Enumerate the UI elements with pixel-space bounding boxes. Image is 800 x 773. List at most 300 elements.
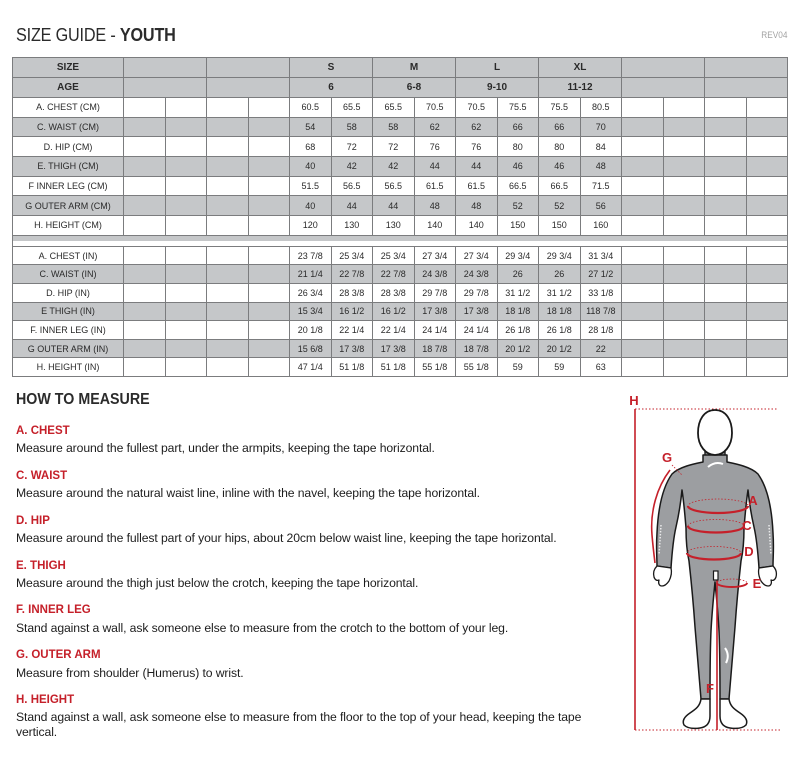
size-table-cell xyxy=(165,176,207,196)
size-table-cell: 48 xyxy=(414,196,456,216)
size-table-cell: 46 xyxy=(539,157,581,177)
size-table-cell: 130 xyxy=(373,216,415,236)
size-table-cell: 29 3/4 xyxy=(539,246,581,265)
size-table-cell: 160 xyxy=(580,216,622,236)
row-label-cell: C. WAIST (IN) xyxy=(13,265,124,284)
size-table-cell xyxy=(663,196,705,216)
size-table-cell: 61.5 xyxy=(414,176,456,196)
size-table-cell: 28 1/8 xyxy=(580,321,622,340)
size-table-cell xyxy=(622,339,664,358)
row-label-cell: SIZE xyxy=(13,58,124,78)
size-table-cell xyxy=(248,137,290,157)
size-table-cell xyxy=(705,157,747,177)
size-table-header-cell xyxy=(207,78,290,98)
size-table-cell xyxy=(622,302,664,321)
size-table-cell xyxy=(746,196,788,216)
size-table-cell: 66 xyxy=(497,117,539,137)
size-table-cell: 65.5 xyxy=(373,98,415,118)
size-table-cell: 70 xyxy=(580,117,622,137)
size-table-cell xyxy=(248,117,290,137)
size-table-cell xyxy=(663,216,705,236)
size-table-cell xyxy=(746,216,788,236)
size-table-cell xyxy=(248,339,290,358)
size-table-cell xyxy=(165,216,207,236)
size-table-cell xyxy=(622,358,664,377)
size-table-cell: 26 3/4 xyxy=(290,284,332,303)
size-table-cell xyxy=(124,98,166,118)
size-table-cell: 26 1/8 xyxy=(497,321,539,340)
table-row xyxy=(13,176,788,196)
size-table-cell xyxy=(622,284,664,303)
measure-section-title: A. CHEST xyxy=(16,425,70,437)
size-table-cell: 120 xyxy=(290,216,332,236)
size-table-cell xyxy=(165,117,207,137)
size-table-header-cell: 11-12 xyxy=(539,78,622,98)
size-table-cell xyxy=(705,98,747,118)
size-table-cell: 130 xyxy=(331,216,373,236)
size-table-cell: 33 1/8 xyxy=(580,284,622,303)
size-table-cell: 31 1/2 xyxy=(497,284,539,303)
size-table-cell xyxy=(124,302,166,321)
revision-label: REV04 xyxy=(761,30,788,40)
size-table-cell xyxy=(207,321,249,340)
size-table-cell: 44 xyxy=(456,157,498,177)
how-to-measure-heading: HOW TO MEASURE xyxy=(16,391,150,408)
size-table-cell: 17 3/8 xyxy=(373,339,415,358)
size-table-cell: 25 3/4 xyxy=(331,246,373,265)
measure-section-title: C. WAIST xyxy=(16,469,68,482)
size-table-cell xyxy=(705,358,747,377)
size-table-cell: 24 3/8 xyxy=(414,265,456,284)
row-label-cell: G OUTER ARM (CM) xyxy=(13,196,124,216)
size-table-cell xyxy=(622,196,664,216)
size-table-cell xyxy=(622,246,664,265)
size-table-cell xyxy=(207,176,249,196)
table-row xyxy=(13,302,788,321)
size-table-cell xyxy=(124,176,166,196)
measure-section-title: G. OUTER ARM xyxy=(16,649,101,662)
size-table-cell xyxy=(165,302,207,321)
table-row xyxy=(13,157,788,177)
size-table-cell: 61.5 xyxy=(456,176,498,196)
size-table-cell: 28 3/8 xyxy=(331,284,373,303)
page-title xyxy=(16,25,176,46)
size-table-header-cell xyxy=(207,58,290,78)
size-table-cell: 58 xyxy=(373,117,415,137)
size-table-cell xyxy=(124,157,166,177)
size-table-cell: 80 xyxy=(539,137,581,157)
size-table-cell: 26 xyxy=(497,265,539,284)
size-table-cell xyxy=(746,157,788,177)
size-table-cell: 27 1/2 xyxy=(580,265,622,284)
size-table-cell xyxy=(207,196,249,216)
size-table-cell: 75.5 xyxy=(497,98,539,118)
size-table-header-cell: 6 xyxy=(290,78,373,98)
measure-section-waist xyxy=(16,470,616,501)
size-table-cell: 27 3/4 xyxy=(414,246,456,265)
size-table-cell: 56.5 xyxy=(331,176,373,196)
size-table-cell: 62 xyxy=(456,117,498,137)
measure-section-chest xyxy=(16,425,616,456)
table-row xyxy=(13,265,788,284)
measure-section-title: H. HEIGHT xyxy=(16,694,75,707)
size-table-cell: 63 xyxy=(580,358,622,377)
size-table-cell: 22 xyxy=(580,339,622,358)
size-table-cell: 44 xyxy=(414,157,456,177)
size-table-cell xyxy=(248,216,290,236)
size-table-cell xyxy=(663,137,705,157)
size-table-cell xyxy=(622,117,664,137)
size-table-cell: 24 3/8 xyxy=(456,265,498,284)
size-table-cell xyxy=(165,284,207,303)
row-label-cell: F. INNER LEG (IN) xyxy=(13,321,124,340)
figure-left-hand xyxy=(654,566,672,586)
size-table-cell xyxy=(746,176,788,196)
size-table-cell: 18 7/8 xyxy=(456,339,498,358)
size-table-cell xyxy=(165,265,207,284)
size-table-cell: 16 1/2 xyxy=(331,302,373,321)
size-table-cell: 44 xyxy=(373,196,415,216)
page-title-category: YOUTH xyxy=(119,25,176,45)
size-table-cell xyxy=(663,284,705,303)
size-table-cell: 23 7/8 xyxy=(290,246,332,265)
size-table-cell xyxy=(746,117,788,137)
size-table-cell: 150 xyxy=(539,216,581,236)
size-table-cell: 20 1/8 xyxy=(290,321,332,340)
table-row xyxy=(13,358,788,377)
size-table-cell xyxy=(165,98,207,118)
how-to-measure-section xyxy=(16,391,616,754)
table-row xyxy=(13,117,788,137)
size-table-cell xyxy=(165,321,207,340)
size-table-cell xyxy=(622,137,664,157)
row-label-cell: C. WAIST (CM) xyxy=(13,117,124,137)
size-table-cell xyxy=(207,265,249,284)
size-table-cell: 28 3/8 xyxy=(373,284,415,303)
label-c: C xyxy=(742,518,752,533)
size-table-cell xyxy=(124,265,166,284)
size-table-header-cell xyxy=(705,58,788,78)
size-table-cell: 51.5 xyxy=(290,176,332,196)
size-table-cell xyxy=(622,265,664,284)
table-row xyxy=(13,284,788,303)
table-row xyxy=(13,58,788,78)
row-label-cell: A. CHEST (IN) xyxy=(13,246,124,265)
size-table-cell xyxy=(663,358,705,377)
measure-section-text: Measure around the thigh just below the crotch, keeping the tape horizontal. xyxy=(16,575,419,590)
size-table-cell: 66.5 xyxy=(539,176,581,196)
size-table-cell: 21 1/4 xyxy=(290,265,332,284)
measure-section-thigh xyxy=(16,560,616,591)
size-table-container xyxy=(12,57,788,377)
size-table-cell: 48 xyxy=(456,196,498,216)
table-row xyxy=(13,246,788,265)
label-d: D xyxy=(744,544,754,559)
size-table-cell: 44 xyxy=(331,196,373,216)
size-table-cell xyxy=(705,117,747,137)
label-g: G xyxy=(661,450,673,465)
size-table-cell: 17 3/8 xyxy=(456,302,498,321)
size-table-cell: 26 xyxy=(539,265,581,284)
size-table-cell xyxy=(248,98,290,118)
size-table-cell: 56.5 xyxy=(373,176,415,196)
size-table-cell xyxy=(207,117,249,137)
size-table-cell xyxy=(746,321,788,340)
row-label-cell: E THIGH (IN) xyxy=(13,302,124,321)
size-table-cell xyxy=(746,98,788,118)
size-table-cell: 17 3/8 xyxy=(331,339,373,358)
table-row xyxy=(13,196,788,216)
size-table-cell xyxy=(663,246,705,265)
size-table-cell: 26 1/8 xyxy=(539,321,581,340)
size-table-cell xyxy=(124,246,166,265)
size-table-cell: 55 1/8 xyxy=(414,358,456,377)
size-table-cell: 59 xyxy=(539,358,581,377)
size-table-cell xyxy=(124,137,166,157)
size-table-cell: 40 xyxy=(290,196,332,216)
figure-left-foot xyxy=(683,699,710,728)
row-label-cell: H. HEIGHT (IN) xyxy=(13,358,124,377)
size-table xyxy=(12,57,788,377)
size-table-cell: 29 7/8 xyxy=(456,284,498,303)
size-table-cell: 22 7/8 xyxy=(373,265,415,284)
size-table-cell: 22 7/8 xyxy=(331,265,373,284)
size-table-cell: 75.5 xyxy=(539,98,581,118)
size-table-cell xyxy=(705,137,747,157)
size-table-cell: 65.5 xyxy=(331,98,373,118)
figure-illustration xyxy=(615,393,800,765)
size-table-cell xyxy=(663,339,705,358)
size-table-cell xyxy=(746,358,788,377)
size-table-header-cell: 6-8 xyxy=(373,78,456,98)
size-table-cell: 47 1/4 xyxy=(290,358,332,377)
size-table-cell xyxy=(248,302,290,321)
size-table-cell xyxy=(207,284,249,303)
label-h: H xyxy=(629,393,639,408)
size-table-body xyxy=(13,58,788,377)
size-table-cell xyxy=(746,137,788,157)
size-table-cell xyxy=(746,284,788,303)
size-table-cell: 60.5 xyxy=(290,98,332,118)
size-table-cell: 58 xyxy=(331,117,373,137)
size-table-header-cell xyxy=(705,78,788,98)
size-table-cell: 15 3/4 xyxy=(290,302,332,321)
size-table-cell: 76 xyxy=(456,137,498,157)
size-table-cell: 22 1/4 xyxy=(373,321,415,340)
size-table-cell: 56 xyxy=(580,196,622,216)
size-table-cell: 20 1/2 xyxy=(497,339,539,358)
size-table-cell xyxy=(124,339,166,358)
size-table-cell xyxy=(663,321,705,340)
size-table-cell xyxy=(705,265,747,284)
size-table-cell: 76 xyxy=(414,137,456,157)
size-table-cell: 51 1/8 xyxy=(373,358,415,377)
size-table-cell xyxy=(705,339,747,358)
table-row xyxy=(13,321,788,340)
size-table-cell: 25 3/4 xyxy=(373,246,415,265)
size-table-cell xyxy=(165,246,207,265)
row-label-cell: F INNER LEG (CM) xyxy=(13,176,124,196)
size-table-header-cell xyxy=(622,58,705,78)
size-table-cell: 118 7/8 xyxy=(580,302,622,321)
measure-section-title: D. HIP xyxy=(16,514,50,527)
size-table-cell xyxy=(207,339,249,358)
label-e: E xyxy=(752,576,762,591)
size-table-cell xyxy=(663,98,705,118)
size-table-cell: 22 1/4 xyxy=(331,321,373,340)
size-table-cell: 24 1/4 xyxy=(456,321,498,340)
measure-section-outer-arm xyxy=(16,649,616,680)
size-table-cell xyxy=(663,265,705,284)
measure-section-title: F. INNER LEG xyxy=(16,604,91,617)
size-table-cell xyxy=(248,321,290,340)
size-table-cell xyxy=(124,358,166,377)
table-row xyxy=(13,216,788,236)
size-table-cell xyxy=(207,157,249,177)
size-table-cell xyxy=(705,176,747,196)
size-table-cell xyxy=(124,321,166,340)
crotch-marker xyxy=(714,571,719,580)
size-table-cell xyxy=(746,302,788,321)
size-table-cell: 29 7/8 xyxy=(414,284,456,303)
size-table-cell xyxy=(663,157,705,177)
size-table-cell xyxy=(663,176,705,196)
size-table-cell: 72 xyxy=(331,137,373,157)
row-label-cell: D. HIP (CM) xyxy=(13,137,124,157)
size-table-cell: 52 xyxy=(539,196,581,216)
size-table-cell xyxy=(663,117,705,137)
table-row xyxy=(13,137,788,157)
size-table-cell: 71.5 xyxy=(580,176,622,196)
size-table-cell: 29 3/4 xyxy=(497,246,539,265)
size-table-cell xyxy=(746,339,788,358)
size-table-cell: 15 6/8 xyxy=(290,339,332,358)
size-table-cell xyxy=(705,284,747,303)
size-table-cell xyxy=(622,98,664,118)
size-table-cell: 18 1/8 xyxy=(497,302,539,321)
size-table-cell: 59 xyxy=(497,358,539,377)
size-table-cell xyxy=(165,157,207,177)
size-table-cell xyxy=(705,246,747,265)
size-table-cell: 72 xyxy=(373,137,415,157)
size-table-cell: 40 xyxy=(290,157,332,177)
size-table-cell xyxy=(705,216,747,236)
size-table-cell xyxy=(207,302,249,321)
measure-section-text: Measure around the fullest part, under the armpits, keeping the tape horizontal. xyxy=(16,441,435,456)
size-table-cell xyxy=(124,216,166,236)
measure-section-height xyxy=(16,694,616,740)
size-table-cell: 24 1/4 xyxy=(414,321,456,340)
size-table-cell: 70.5 xyxy=(414,98,456,118)
row-label-cell: A. CHEST (CM) xyxy=(13,98,124,118)
size-table-cell xyxy=(207,98,249,118)
size-table-cell: 46 xyxy=(497,157,539,177)
size-table-cell xyxy=(663,302,705,321)
size-table-cell: 68 xyxy=(290,137,332,157)
label-f: F xyxy=(706,681,714,696)
measure-section-title: E. THIGH xyxy=(16,559,66,572)
row-label-cell: G OUTER ARM (IN) xyxy=(13,339,124,358)
size-table-header-cell: S xyxy=(290,58,373,78)
row-label-cell: AGE xyxy=(13,78,124,98)
size-table-cell xyxy=(622,216,664,236)
size-table-header-cell xyxy=(124,78,207,98)
size-table-cell xyxy=(207,358,249,377)
size-table-cell xyxy=(705,321,747,340)
size-table-cell xyxy=(622,321,664,340)
size-table-cell xyxy=(248,284,290,303)
size-table-cell xyxy=(165,358,207,377)
row-label-cell: E. THIGH (CM) xyxy=(13,157,124,177)
size-table-header-cell: M xyxy=(373,58,456,78)
size-table-cell: 55 1/8 xyxy=(456,358,498,377)
size-table-cell: 48 xyxy=(580,157,622,177)
table-row xyxy=(13,339,788,358)
row-label-cell: H. HEIGHT (CM) xyxy=(13,216,124,236)
measure-section-text: Stand against a wall, ask someone else to measure from the floor to the top of your head, keeping the tape vertical. xyxy=(16,710,582,740)
size-table-cell xyxy=(207,216,249,236)
size-table-cell: 54 xyxy=(290,117,332,137)
size-table-cell xyxy=(746,265,788,284)
measure-section-text: Measure from shoulder (Humerus) to wrist. xyxy=(16,665,244,680)
size-table-cell: 31 3/4 xyxy=(580,246,622,265)
size-table-cell: 70.5 xyxy=(456,98,498,118)
size-table-cell xyxy=(165,196,207,216)
size-table-cell xyxy=(248,157,290,177)
figure-right-foot xyxy=(720,699,747,728)
size-table-header-cell: 9-10 xyxy=(456,78,539,98)
size-table-header-cell xyxy=(622,78,705,98)
measure-section-text: Measure around the fullest part of your hips, about 20cm below waist line, keeping the tape horizontal. xyxy=(16,530,557,545)
size-table-cell xyxy=(746,246,788,265)
size-table-cell xyxy=(248,358,290,377)
size-table-cell: 52 xyxy=(497,196,539,216)
size-table-cell xyxy=(124,196,166,216)
label-a: A xyxy=(748,493,758,508)
size-table-cell xyxy=(124,117,166,137)
measure-section-text: Stand against a wall, ask someone else to measure from the crotch to the bottom of your leg. xyxy=(16,620,509,635)
size-table-cell: 66.5 xyxy=(497,176,539,196)
size-table-cell xyxy=(705,196,747,216)
size-table-cell xyxy=(248,265,290,284)
size-table-cell xyxy=(165,137,207,157)
size-table-cell xyxy=(248,196,290,216)
size-table-cell: 42 xyxy=(373,157,415,177)
size-table-cell xyxy=(622,176,664,196)
page-title-prefix: SIZE GUIDE - xyxy=(16,25,120,45)
size-table-cell: 84 xyxy=(580,137,622,157)
size-table-cell: 42 xyxy=(331,157,373,177)
size-table-header-cell: L xyxy=(456,58,539,78)
size-table-cell xyxy=(248,176,290,196)
size-table-cell xyxy=(207,246,249,265)
size-table-cell: 150 xyxy=(497,216,539,236)
size-table-header-cell: XL xyxy=(539,58,622,78)
size-table-cell: 18 7/8 xyxy=(414,339,456,358)
size-table-cell: 31 1/2 xyxy=(539,284,581,303)
size-table-cell: 80.5 xyxy=(580,98,622,118)
table-row xyxy=(13,78,788,98)
size-table-cell: 18 1/8 xyxy=(539,302,581,321)
size-table-cell: 80 xyxy=(497,137,539,157)
size-table-cell xyxy=(124,284,166,303)
size-table-cell: 20 1/2 xyxy=(539,339,581,358)
size-table-cell: 62 xyxy=(414,117,456,137)
size-table-cell: 16 1/2 xyxy=(373,302,415,321)
size-table-cell xyxy=(622,157,664,177)
size-table-cell: 27 3/4 xyxy=(456,246,498,265)
size-table-cell xyxy=(705,302,747,321)
